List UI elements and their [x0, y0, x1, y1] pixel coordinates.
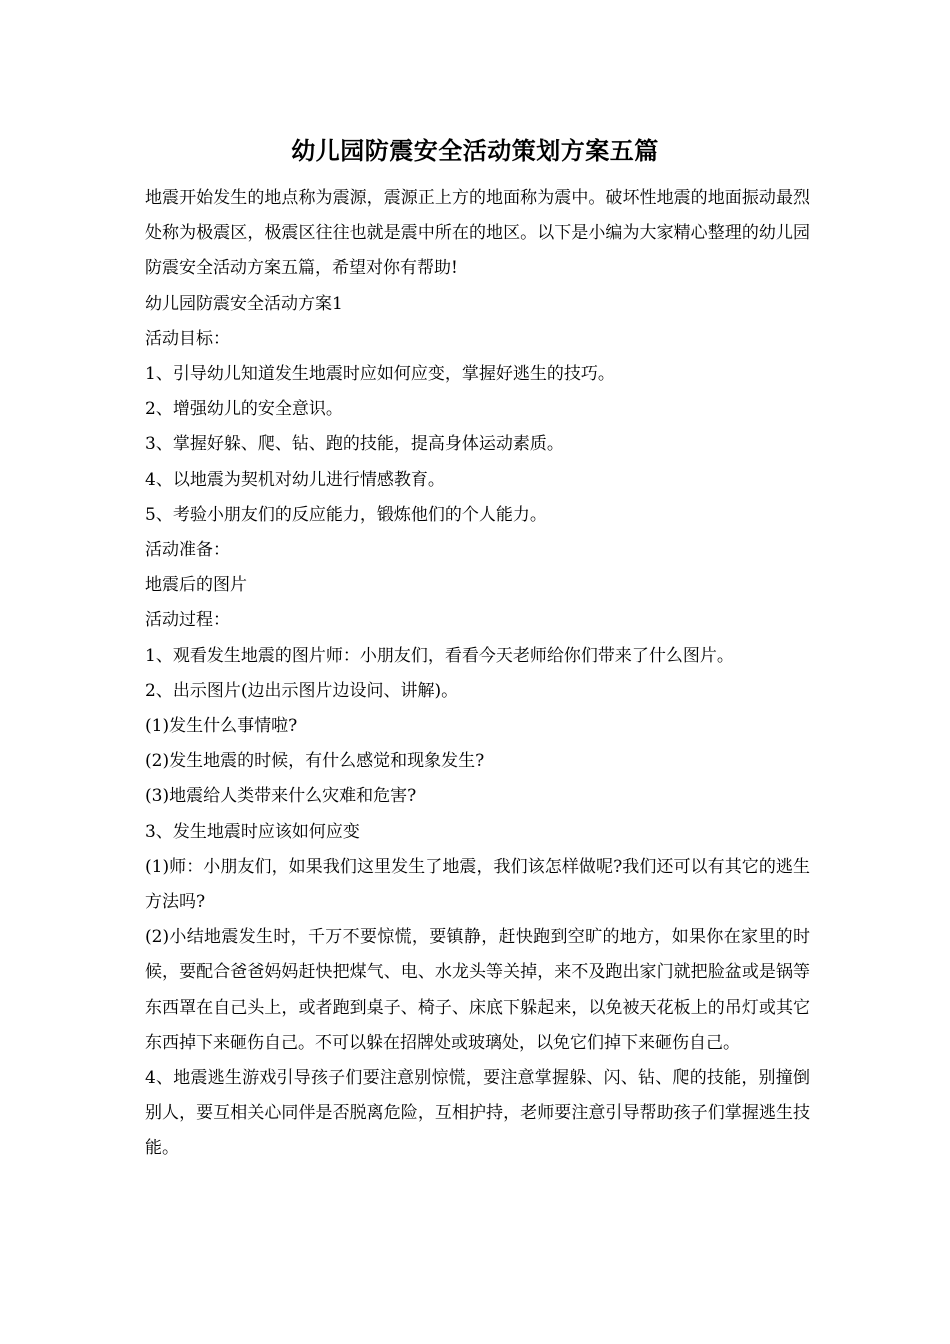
list-item: 4、地震逃生游戏引导孩子们要注意别惊慌，要注意掌握躲、闪、钻、爬的技能，别撞倒别人，要互相关心同伴是否脱离危险，互相护持，老师要注意引导帮助孩子们掌握逃生技能。 — [145, 1068, 810, 1159]
list-item: (3)地震给人类带来什么灾难和危害? — [145, 786, 417, 807]
list-item: (1)发生什么事情啦? — [145, 716, 298, 737]
list-item: (2)小结地震发生时，千万不要惊慌，要镇静，赶快跑到空旷的地方，如果你在家里的时候，要配合爸爸妈妈赶快把煤气、电、水龙头等关掉，来不及跑出家门就把脸盆或是锅等东西罩在自己头上，或者跑到桌子、椅子、床底下躲起来，以免被天花板上的吊灯或其它东西掉下来砸伤自己。不可以躲在招牌处或玻璃处，以免它们掉下来砸伤自己。 — [145, 927, 810, 1053]
list-item: 3、发生地震时应该如何应变 — [145, 821, 360, 842]
list-item: 5、考验小朋友们的反应能力，锻炼他们的个人能力。 — [145, 504, 547, 525]
list-item: 3、掌握好躲、爬、钻、跑的技能，提高身体运动素质。 — [145, 434, 564, 455]
subheading-process: 活动过程： — [145, 610, 230, 631]
document-body — [145, 181, 810, 1167]
list-item: (2)发生地震的时候，有什么感觉和现象发生? — [145, 751, 485, 772]
subheading-goals: 活动目标： — [145, 328, 230, 349]
document-title: 幼儿园防震安全活动策划方案五篇 — [291, 136, 659, 165]
list-item: 2、出示图片(边出示图片边设问、讲解)。 — [145, 680, 459, 701]
list-item: 1、引导幼儿知道发生地震时应如何应变，掌握好逃生的技巧。 — [145, 364, 615, 385]
list-item: 2、增强幼儿的安全意识。 — [145, 399, 343, 420]
section-heading: 幼儿园防震安全活动方案1 — [145, 293, 343, 314]
intro-paragraph: 地震开始发生的地点称为震源，震源正上方的地面称为震中。破坏性地震的地面振动最烈处称为极震区，极震区往往也就是震中所在的地区。以下是小编为大家精心整理的幼儿园防震安全活动方案五篇，希望对你有帮助! — [145, 188, 810, 279]
list-item: 1、观看发生地震的图片师：小朋友们，看看今天老师给你们带来了什么图片。 — [145, 645, 734, 666]
list-item: 4、以地震为契机对幼儿进行情感教育。 — [145, 469, 445, 490]
list-item: (1)师：小朋友们，如果我们这里发生了地震，我们该怎样做呢?我们还可以有其它的逃生方法吗? — [145, 856, 810, 913]
paragraph: 地震后的图片 — [145, 575, 247, 596]
subheading-preparation: 活动准备： — [145, 540, 230, 561]
